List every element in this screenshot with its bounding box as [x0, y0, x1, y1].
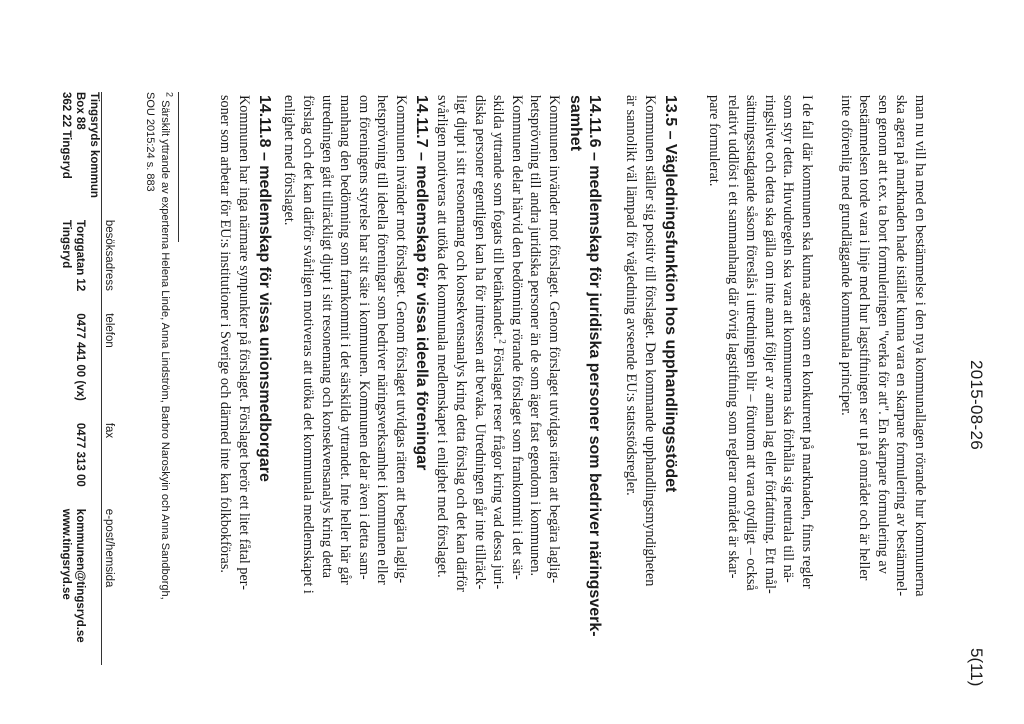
text-line: Kommunen ställer sig positiv till förslaget. Den kommande upphandlingsmyndigheten — [642, 95, 658, 587]
text-line: hetsprövning till ideella föreningar som bedriver näringsverksamhet i kommunen eller — [374, 95, 391, 585]
text-line: utredningen gått tillräckligt djupt i sitt resonemang och konsekvensanalys kring detta — [318, 95, 335, 579]
address-header-cell: e-post/hemsida — [102, 509, 117, 665]
footnote-line — [157, 92, 175, 682]
text-line: Kommunen delar härvid den bedömning rörande förslaget som framkommit i det sär- — [508, 95, 525, 580]
text-line: Kommunen invänder mot förslaget. Genom förslaget utvidgas rätten att begära laglig- — [546, 95, 562, 584]
address-cell: kommunen@tingsryd.se — [74, 508, 86, 643]
footnote-reference: 2 — [497, 339, 508, 344]
footnote-number: 2 — [164, 92, 175, 98]
address-header-cell: telefon — [102, 313, 117, 423]
text-line: soner som arbetar för EU:s institutioner i Sverige och därmed inte kan folkbokföras. — [217, 95, 234, 573]
text-line: sättningsstadgande såsom föreslås i utredningen blir – förutom att vara otydligt – också — [743, 95, 760, 591]
text-line: sen genom att t.ex. ta bort formuleringen "verka för att". En skarpare formulering av — [874, 95, 891, 574]
text-line: Kommunen invänder mot förslaget. Genom förslaget utvidgas rätten att begära laglig- — [393, 95, 409, 584]
heading-13-5: 13.5 – Vägledningsfunktion hos upphandlingsstödet — [662, 95, 679, 493]
section-14-11-8-text — [216, 95, 253, 665]
address-cell: Tingsryds kommun — [88, 92, 100, 198]
text-line: bestämmelsen torde vara i linje med hur lagstiftningen ser ut på området och är heller — [856, 95, 873, 581]
address-cell — [87, 509, 102, 665]
text-segment: skilda yttrande som fogats till betänkandet. — [490, 95, 507, 340]
text-line: svårligen motiveras att utöka det kommunala medlemskapet i enlighet med förslaget. — [434, 95, 451, 578]
text-line: man nu vill ha med en bestämmelse i den nya kommunallagen rörande hur kommunerna — [912, 95, 928, 597]
footnote-divider — [178, 92, 179, 242]
text-segment: Förslaget reser frågor kring vad dessa juri- — [490, 347, 507, 590]
address-cell: 0477 313 00 — [74, 422, 86, 487]
text-line: förslag och det kan därför svårligen motiveras att utöka det kommunala medlemskapet i — [300, 95, 317, 594]
footnote-text: Särskilt yttrande av experterna Helena Linde, Anna Lindström, Barbro Naroskyin och Anna Sandborgh, — [159, 100, 171, 600]
text-line: som styr detta. Huvudregeln ska vara att kommunerna ska förhålla sig neutrala till nä- — [780, 95, 797, 583]
text-line: manhang den bedömning som framkommit i det särskilda yttrandet. Inte heller här går — [337, 95, 354, 585]
text-line: Kommunen har inga närmare synpunkter på förslaget. Förslaget berör ett litet fåtal per- — [236, 95, 252, 590]
address-cell — [59, 313, 73, 423]
address-row — [59, 92, 73, 665]
paragraph-neutrality — [704, 95, 816, 665]
text-line: är sannolikt väl lämpad för vägledning avseende EU:s statsstödsregler. — [623, 95, 640, 496]
document-date: 2015-08-26 — [967, 360, 986, 450]
heading-14-11-7: 14.11.7 – medlemskap för vissa ideella föreningar — [413, 95, 430, 471]
address-header-cell: besöksadress — [102, 220, 117, 313]
heading-line: 14.11.6 – medlemskap för juridiska personer som bedriver näringsverk- — [586, 95, 603, 637]
heading-14-11-6 — [566, 95, 604, 675]
text-line: relativt uddlöst i ett sammanhang där övrig lagstiftning som reglerar området är skar- — [724, 95, 741, 579]
page-number: 5(11) — [967, 648, 986, 687]
address-cell — [87, 220, 102, 313]
address-header-cell — [102, 92, 117, 220]
address-header-cell: fax — [102, 423, 117, 509]
text-line: ska agera på marknaden hade istället kunna vara en skarpare formulering av bestämmel- — [893, 95, 910, 597]
address-cell — [59, 423, 73, 509]
address-cell: 0477 441 00 (vx) — [74, 313, 86, 401]
address-cell: Torggatan 12 — [74, 219, 86, 292]
address-cell: 362 22 Tingsryd — [60, 92, 72, 179]
footnote — [142, 92, 175, 682]
text-line — [489, 95, 508, 665]
text-line: ligt djupt i sitt resonemang och konsekvensanalys kring detta förslag och det kan därför — [453, 95, 470, 592]
section-14-11-7-text — [280, 95, 410, 665]
address-header-row — [102, 92, 117, 665]
text-line: inte oförenlig med grundläggande kommunala principer. — [837, 95, 854, 416]
text-line: ringslivet och detta ska gälla om inte annat följer av annan lag eller författning. Ett mål- — [761, 95, 778, 594]
footnote-reference-line: SOU 2015:24 s. 883 — [144, 92, 156, 192]
address-cell — [87, 313, 102, 423]
text-line: diska personer egentligen kan ha för intressen att bevaka. Utredningen går inte tillräck- — [471, 95, 488, 590]
text-line: om föreningens styrelse har sitt säte i kommunen. Kommunen delar även i detta sam- — [355, 95, 372, 580]
text-line: enlighet med förslaget. — [281, 95, 298, 226]
address-row — [73, 92, 87, 665]
address-cell: www.tingsryd.se — [60, 508, 72, 600]
section-14-11-6-text — [433, 95, 563, 665]
address-cell: Box 88 — [74, 92, 86, 130]
section-13-5-text — [622, 95, 659, 665]
address-footer — [59, 92, 116, 665]
heading-14-11-8: 14.11.8 – medlemskap för vissa unionsmedborgare — [256, 95, 273, 482]
address-cell — [87, 423, 102, 509]
intro-paragraph — [836, 95, 929, 665]
address-row — [87, 92, 102, 665]
text-line: hetsprövning till andra juridiska personer än de som äger fast egendom i kommunen. — [527, 95, 544, 577]
text-line: I de fall där kommunen ska kunna agera som en konkurrent på marknaden, finns regler — [799, 95, 815, 589]
heading-line: samhet — [567, 95, 584, 152]
address-cell: Tingsryd — [60, 219, 72, 269]
text-line: pare formulerat. — [706, 95, 723, 187]
